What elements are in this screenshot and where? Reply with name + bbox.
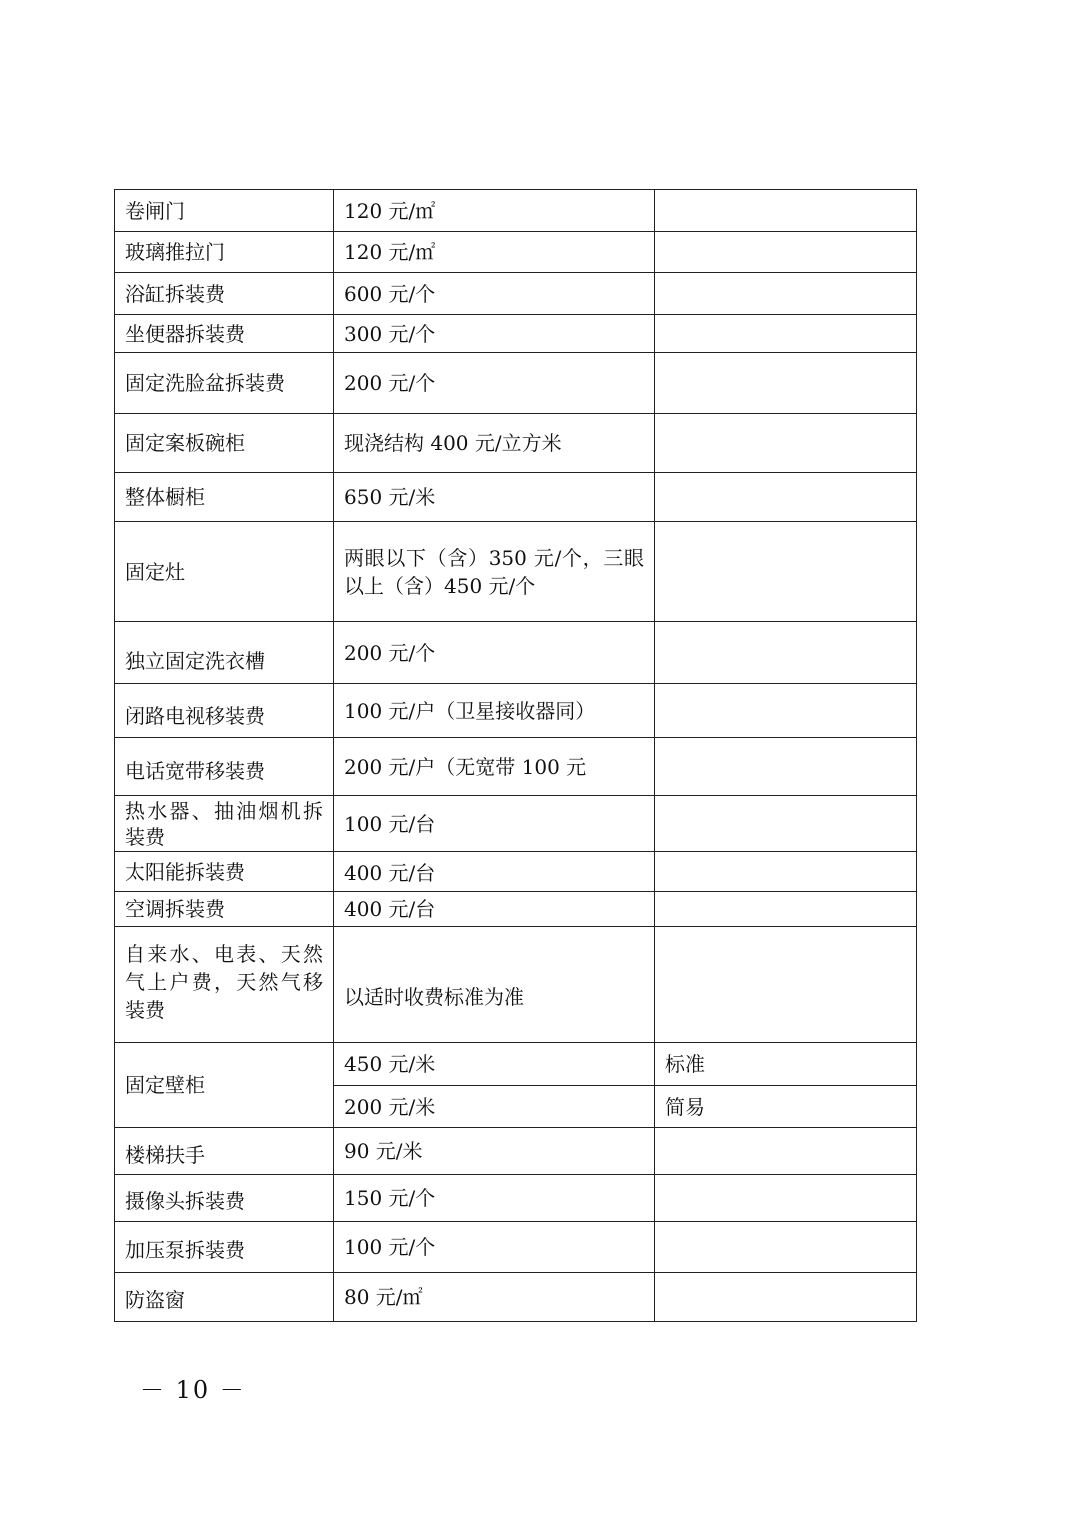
- item-cell: 玻璃推拉门: [115, 232, 334, 273]
- table-row: [115, 273, 917, 315]
- fee-standard-table: [114, 189, 917, 1322]
- note-cell: [655, 522, 917, 622]
- item-cell: 自来水、电表、天然气上户费，天然气移装费: [115, 927, 334, 1043]
- price-cell: 450 元/米: [334, 1043, 655, 1086]
- table-row: [115, 852, 917, 892]
- note-cell: [655, 622, 917, 684]
- price-cell: 100 元/台: [334, 796, 655, 852]
- note-cell: [655, 273, 917, 315]
- price-cell: 600 元/个: [334, 273, 655, 315]
- price-cell: 120 元/㎡: [334, 190, 655, 232]
- item-cell: 卷闸门: [115, 190, 334, 232]
- note-cell: [655, 738, 917, 796]
- price-cell: 两眼以下（含）350 元/个，三眼以上（含）450 元/个: [334, 522, 655, 622]
- table-row: [115, 414, 917, 473]
- table-row: [115, 1175, 917, 1222]
- price-cell: 以适时收费标准为准: [334, 927, 655, 1043]
- table-row: [115, 1043, 917, 1086]
- table-row: [115, 796, 917, 852]
- item-cell: 固定壁柜: [115, 1043, 334, 1128]
- table-row: [115, 1222, 917, 1273]
- note-cell: [655, 232, 917, 273]
- note-cell: 标准: [655, 1043, 917, 1086]
- note-cell: [655, 1273, 917, 1322]
- table-row: [115, 738, 917, 796]
- note-cell: [655, 796, 917, 852]
- note-cell: [655, 852, 917, 892]
- table-row: [115, 927, 917, 1043]
- note-cell: [655, 353, 917, 414]
- price-cell: 现浇结构 400 元/立方米: [334, 414, 655, 473]
- table-row: [115, 1273, 917, 1322]
- table-row: [115, 684, 917, 738]
- price-cell: 200 元/户（无宽带 100 元: [334, 738, 655, 796]
- table-row: [115, 473, 917, 522]
- note-cell: [655, 684, 917, 738]
- page-number: － 10 －: [140, 1376, 246, 1404]
- price-cell: 200 元/米: [334, 1086, 655, 1128]
- price-cell: 100 元/个: [334, 1222, 655, 1273]
- price-cell: 650 元/米: [334, 473, 655, 522]
- item-cell: 坐便器拆装费: [115, 315, 334, 353]
- item-cell: 电话宽带移装费: [115, 738, 334, 796]
- note-cell: [655, 315, 917, 353]
- price-cell: 90 元/米: [334, 1128, 655, 1175]
- price-cell: 120 元/㎡: [334, 232, 655, 273]
- table-row: [115, 190, 917, 232]
- item-cell: 太阳能拆装费: [115, 852, 334, 892]
- item-cell: 空调拆装费: [115, 892, 334, 927]
- table-row: [115, 232, 917, 273]
- item-cell: 楼梯扶手: [115, 1128, 334, 1175]
- table-row: [115, 315, 917, 353]
- note-cell: [655, 1222, 917, 1273]
- note-cell: 简易: [655, 1086, 917, 1128]
- note-cell: [655, 414, 917, 473]
- price-cell: 200 元/个: [334, 622, 655, 684]
- note-cell: [655, 892, 917, 927]
- price-cell: 400 元/台: [334, 892, 655, 927]
- item-cell: 固定洗脸盆拆装费: [115, 353, 334, 414]
- price-cell: 200 元/个: [334, 353, 655, 414]
- table-row: [115, 522, 917, 622]
- note-cell: [655, 473, 917, 522]
- price-cell: 80 元/㎡: [334, 1273, 655, 1322]
- table-row: [115, 353, 917, 414]
- item-cell: 浴缸拆装费: [115, 273, 334, 315]
- price-cell: 150 元/个: [334, 1175, 655, 1222]
- item-cell: 热水器、抽油烟机拆装费: [115, 796, 334, 852]
- item-cell: 独立固定洗衣槽: [115, 622, 334, 684]
- price-cell: 300 元/个: [334, 315, 655, 353]
- price-cell: 100 元/户（卫星接收器同）: [334, 684, 655, 738]
- table-row: [115, 892, 917, 927]
- item-cell: 整体橱柜: [115, 473, 334, 522]
- table-row: [115, 622, 917, 684]
- note-cell: [655, 1128, 917, 1175]
- item-cell: 加压泵拆装费: [115, 1222, 334, 1273]
- table-row: [115, 1128, 917, 1175]
- note-cell: [655, 190, 917, 232]
- note-cell: [655, 927, 917, 1043]
- note-cell: [655, 1175, 917, 1222]
- item-cell: 防盗窗: [115, 1273, 334, 1322]
- item-cell: 闭路电视移装费: [115, 684, 334, 738]
- item-cell: 固定灶: [115, 522, 334, 622]
- item-cell: 摄像头拆装费: [115, 1175, 334, 1222]
- item-cell: 固定案板碗柜: [115, 414, 334, 473]
- price-cell: 400 元/台: [334, 852, 655, 892]
